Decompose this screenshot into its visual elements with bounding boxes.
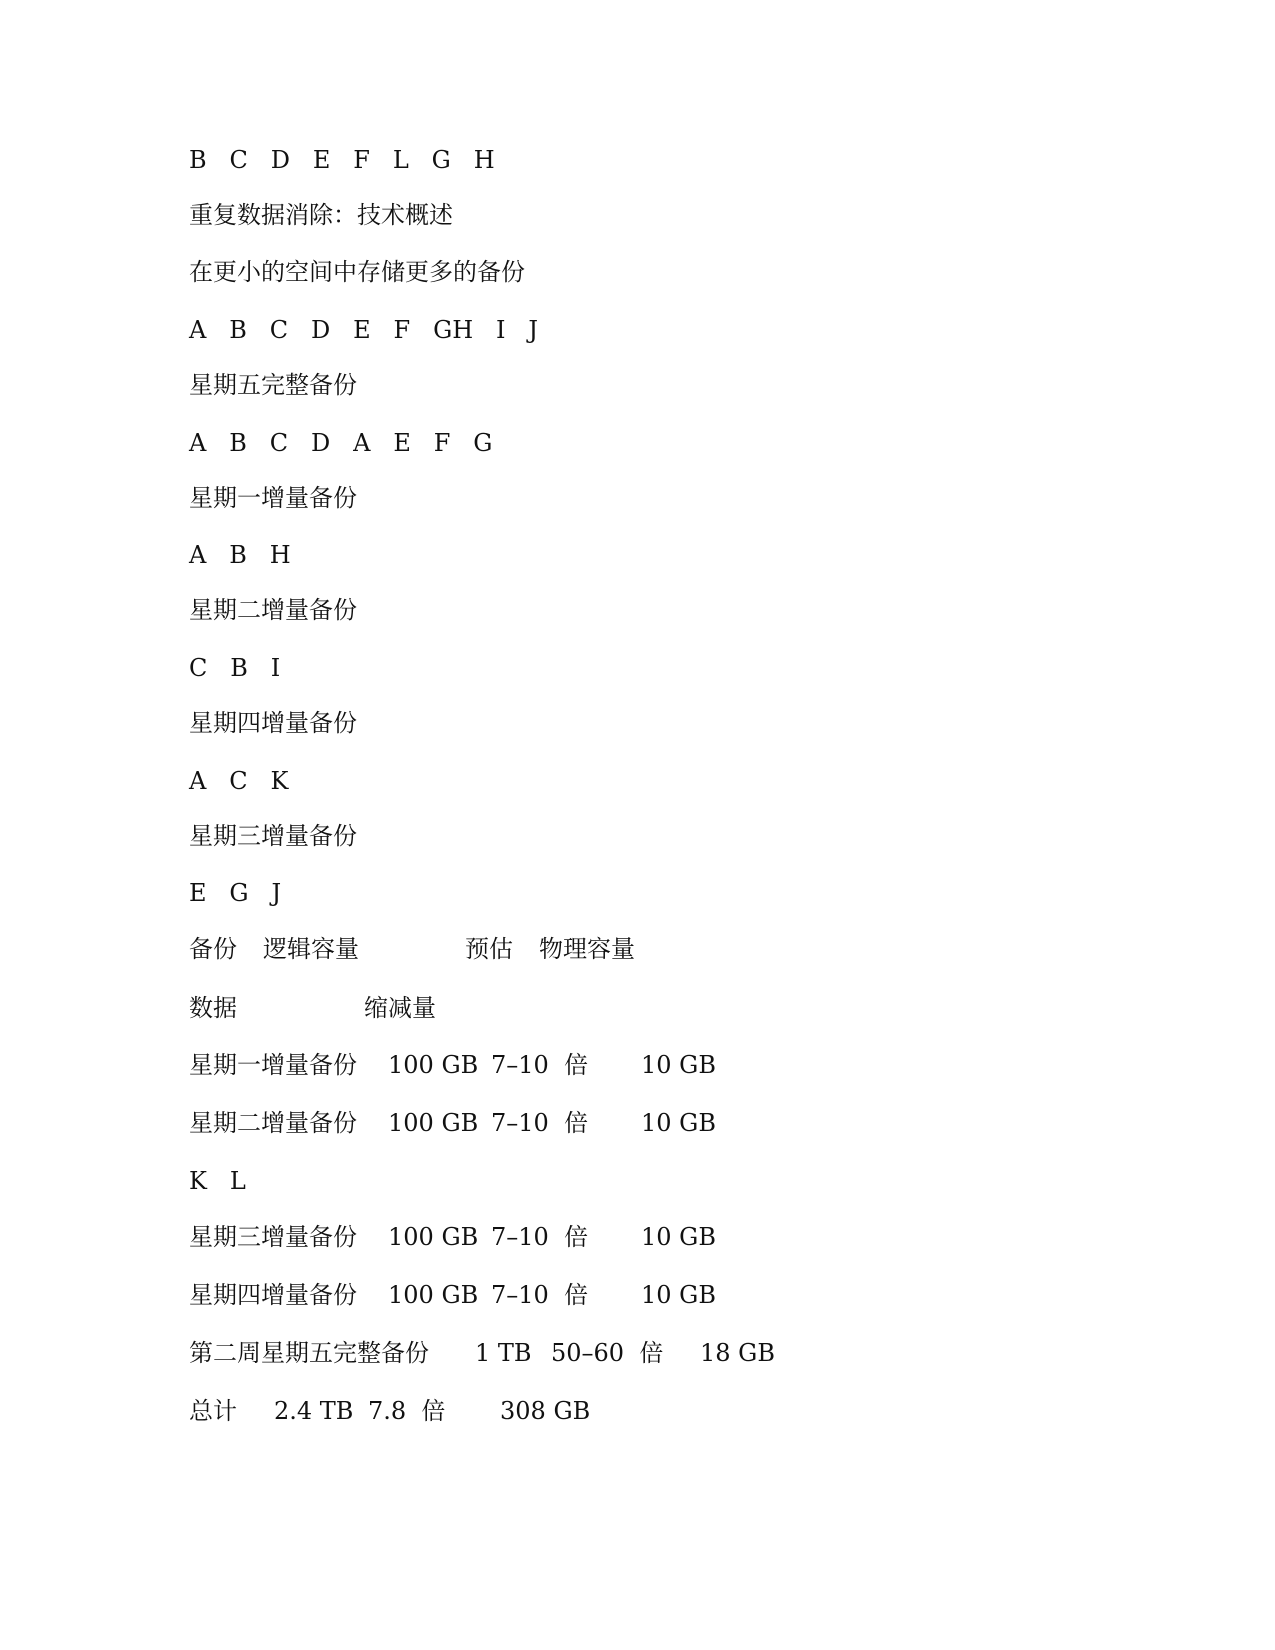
row-physical: 10 GB — [641, 1051, 716, 1079]
row-name: 星期二增量备份 — [189, 1109, 357, 1137]
letter-sequence-5: C B I — [189, 654, 281, 682]
row-name: 星期四增量备份 — [189, 1281, 357, 1309]
row-logical: 100 GB — [388, 1109, 479, 1137]
letter-sequence-8: K L — [189, 1167, 246, 1195]
row-physical: 10 GB — [641, 1223, 716, 1251]
row-physical: 10 GB — [641, 1281, 716, 1309]
row-logical: 100 GB — [388, 1051, 479, 1079]
row-reduction: 7.8 倍 — [368, 1397, 446, 1425]
row-logical: 1 TB — [475, 1339, 532, 1367]
section-subtitle: 在更小的空间中存储更多的备份 — [189, 258, 525, 286]
letter-sequence-2: A B C D E F GH I J — [189, 316, 539, 344]
header-estimated: 预估 — [465, 935, 513, 963]
row-name: 总计 — [189, 1397, 237, 1425]
header-physical-capacity: 物理容量 — [539, 935, 635, 963]
header-backup: 备份 — [189, 935, 237, 963]
row-physical: 10 GB — [641, 1109, 716, 1137]
letter-sequence-7: E G J — [189, 879, 282, 907]
letter-sequence-3: A B C D A E F G — [189, 429, 493, 457]
label-thursday-incremental: 星期四增量备份 — [189, 709, 357, 737]
label-wednesday-incremental: 星期三增量备份 — [189, 822, 357, 850]
row-logical: 100 GB — [388, 1223, 479, 1251]
label-tuesday-incremental: 星期二增量备份 — [189, 596, 357, 624]
header-data: 数据 — [189, 994, 237, 1022]
row-reduction: 7–10 倍 — [491, 1109, 589, 1137]
letter-sequence-4: A B H — [189, 541, 291, 569]
header-logical-capacity: 逻辑容量 — [263, 935, 359, 963]
row-logical: 100 GB — [388, 1281, 479, 1309]
row-physical: 18 GB — [700, 1339, 775, 1367]
row-reduction: 7–10 倍 — [491, 1223, 589, 1251]
header-reduction: 缩减量 — [364, 994, 436, 1022]
row-physical: 308 GB — [500, 1397, 591, 1425]
row-reduction: 7–10 倍 — [491, 1281, 589, 1309]
section-title: 重复数据消除：技术概述 — [189, 201, 453, 229]
label-monday-incremental: 星期一增量备份 — [189, 484, 357, 512]
row-reduction: 7–10 倍 — [491, 1051, 589, 1079]
row-logical: 2.4 TB — [274, 1397, 354, 1425]
row-name: 星期一增量备份 — [189, 1051, 357, 1079]
letter-sequence-1: B C D E F L G H — [189, 146, 495, 174]
row-name: 星期三增量备份 — [189, 1223, 357, 1251]
letter-sequence-6: A C K — [189, 767, 289, 795]
label-friday-full-backup: 星期五完整备份 — [189, 371, 357, 399]
row-reduction: 50–60 倍 — [551, 1339, 664, 1367]
row-name: 第二周星期五完整备份 — [189, 1339, 429, 1367]
